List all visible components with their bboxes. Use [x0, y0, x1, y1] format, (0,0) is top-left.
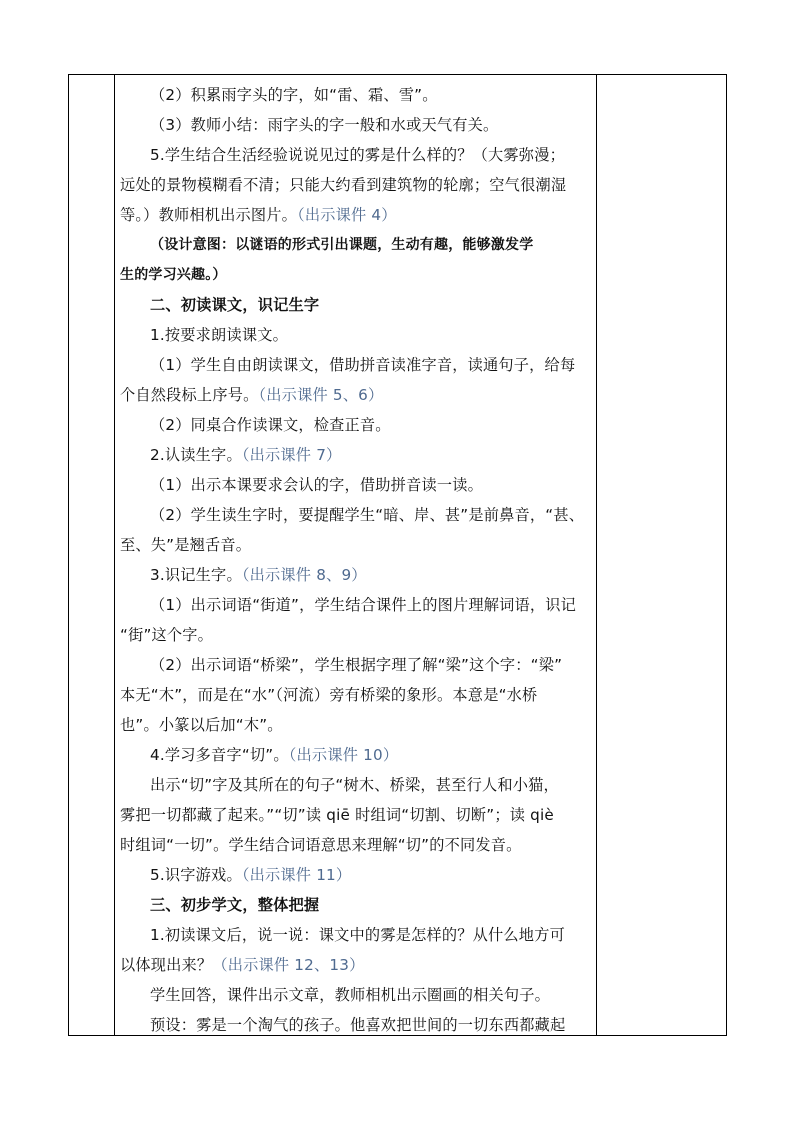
courseware-ref: （出示课件 8、9） — [241, 566, 367, 584]
courseware-ref: （出示课件 11） — [241, 866, 352, 884]
courseware-ref: （出示课件 5、6） — [258, 386, 384, 404]
text-line: 时组词“一切”。学生结合词语意思来理解“切”的不同发音。 — [120, 836, 522, 854]
text-line: （2）出示词语“桥梁”，学生根据字理了解“梁”这个字：“梁” — [150, 656, 563, 674]
section-heading: 二、初读课文，识记生字 — [150, 296, 320, 314]
column-divider-left — [114, 74, 115, 1035]
text-line: 5.学生结合生活经验说说见过的雾是什么样的？（大雾弥漫； — [150, 146, 565, 164]
text-line: （1）出示本课要求会认的字，借助拼音读一读。 — [150, 476, 484, 494]
text-line: 5.识字游戏。（出示课件 11） — [150, 866, 352, 884]
text-line: 预设：雾是一个淘气的孩子。他喜欢把世间的一切东西都藏起 — [150, 1016, 566, 1034]
courseware-ref: （出示课件 10） — [288, 746, 399, 764]
text-line: （2）积累雨字头的字，如“雷、霜、雪”。 — [150, 86, 438, 104]
text-line: （2）同桌合作读课文，检查正音。 — [150, 416, 391, 434]
text-line: 等。）教师相机出示图片。（出示课件 4） — [120, 206, 397, 224]
text-line: 1.初读课文后，说一说：课文中的雾是怎样的？从什么地方可 — [150, 926, 565, 944]
text-line: 至、失”是翘舌音。 — [120, 536, 252, 554]
section-heading: 三、初步学文，整体把握 — [150, 896, 320, 914]
courseware-ref: （出示课件 4） — [297, 206, 397, 224]
courseware-ref: （出示课件 12、13） — [212, 956, 365, 974]
text-line: 出示“切”字及其所在的句子“树木、桥梁，甚至行人和小猫， — [150, 776, 559, 794]
text-line: 1.按要求朗读课文。 — [150, 326, 288, 344]
text-line: 个自然段标上序号。（出示课件 5、6） — [120, 386, 384, 404]
text-line: （1）出示词语“街道”，学生结合课件上的图片理解词语，识记 — [150, 596, 577, 614]
text-line: “街”这个字。 — [120, 626, 214, 644]
text-line: 2.认读生字。（出示课件 7） — [150, 446, 342, 464]
text-line: （3）教师小结：雨字头的字一般和水或天气有关。 — [150, 116, 499, 134]
text-line: 本无“木”，而是在“水”（河流）旁有桥梁的象形。本意是“水桥 — [120, 686, 538, 704]
courseware-ref: （出示课件 7） — [241, 446, 342, 464]
lesson-content — [120, 80, 590, 1040]
text-line: 学生回答，课件出示文章，教师相机出示圈画的相关句子。 — [150, 986, 551, 1004]
design-intent-note: 生的学习兴趣。） — [120, 267, 227, 283]
text-line: 3.识记生字。（出示课件 8、9） — [150, 566, 367, 584]
design-intent-note: （设计意图：以谜语的形式引出课题，生动有趣，能够激发学 — [150, 237, 534, 253]
column-divider-right — [596, 74, 597, 1035]
table-right-border — [726, 74, 727, 1035]
text-line: 雾把一切都藏了起来。”“切”读 qiē 时组词“切割、切断”；读 qiè — [120, 806, 554, 824]
text-line: 远处的景物模糊看不清；只能大约看到建筑物的轮廓；空气很潮湿 — [120, 176, 567, 194]
text-line: （2）学生读生字时，要提醒学生“暗、岸、甚”是前鼻音，“甚、 — [150, 506, 585, 524]
text-line: （1）学生自由朗读课文，借助拼音读准字音，读通句子，给每 — [150, 356, 576, 374]
text-line: 以体现出来？（出示课件 12、13） — [120, 956, 365, 974]
text-line: 也”。小篆以后加“木”。 — [120, 716, 283, 734]
text-line: 4.学习多音字“切”。（出示课件 10） — [150, 746, 399, 764]
